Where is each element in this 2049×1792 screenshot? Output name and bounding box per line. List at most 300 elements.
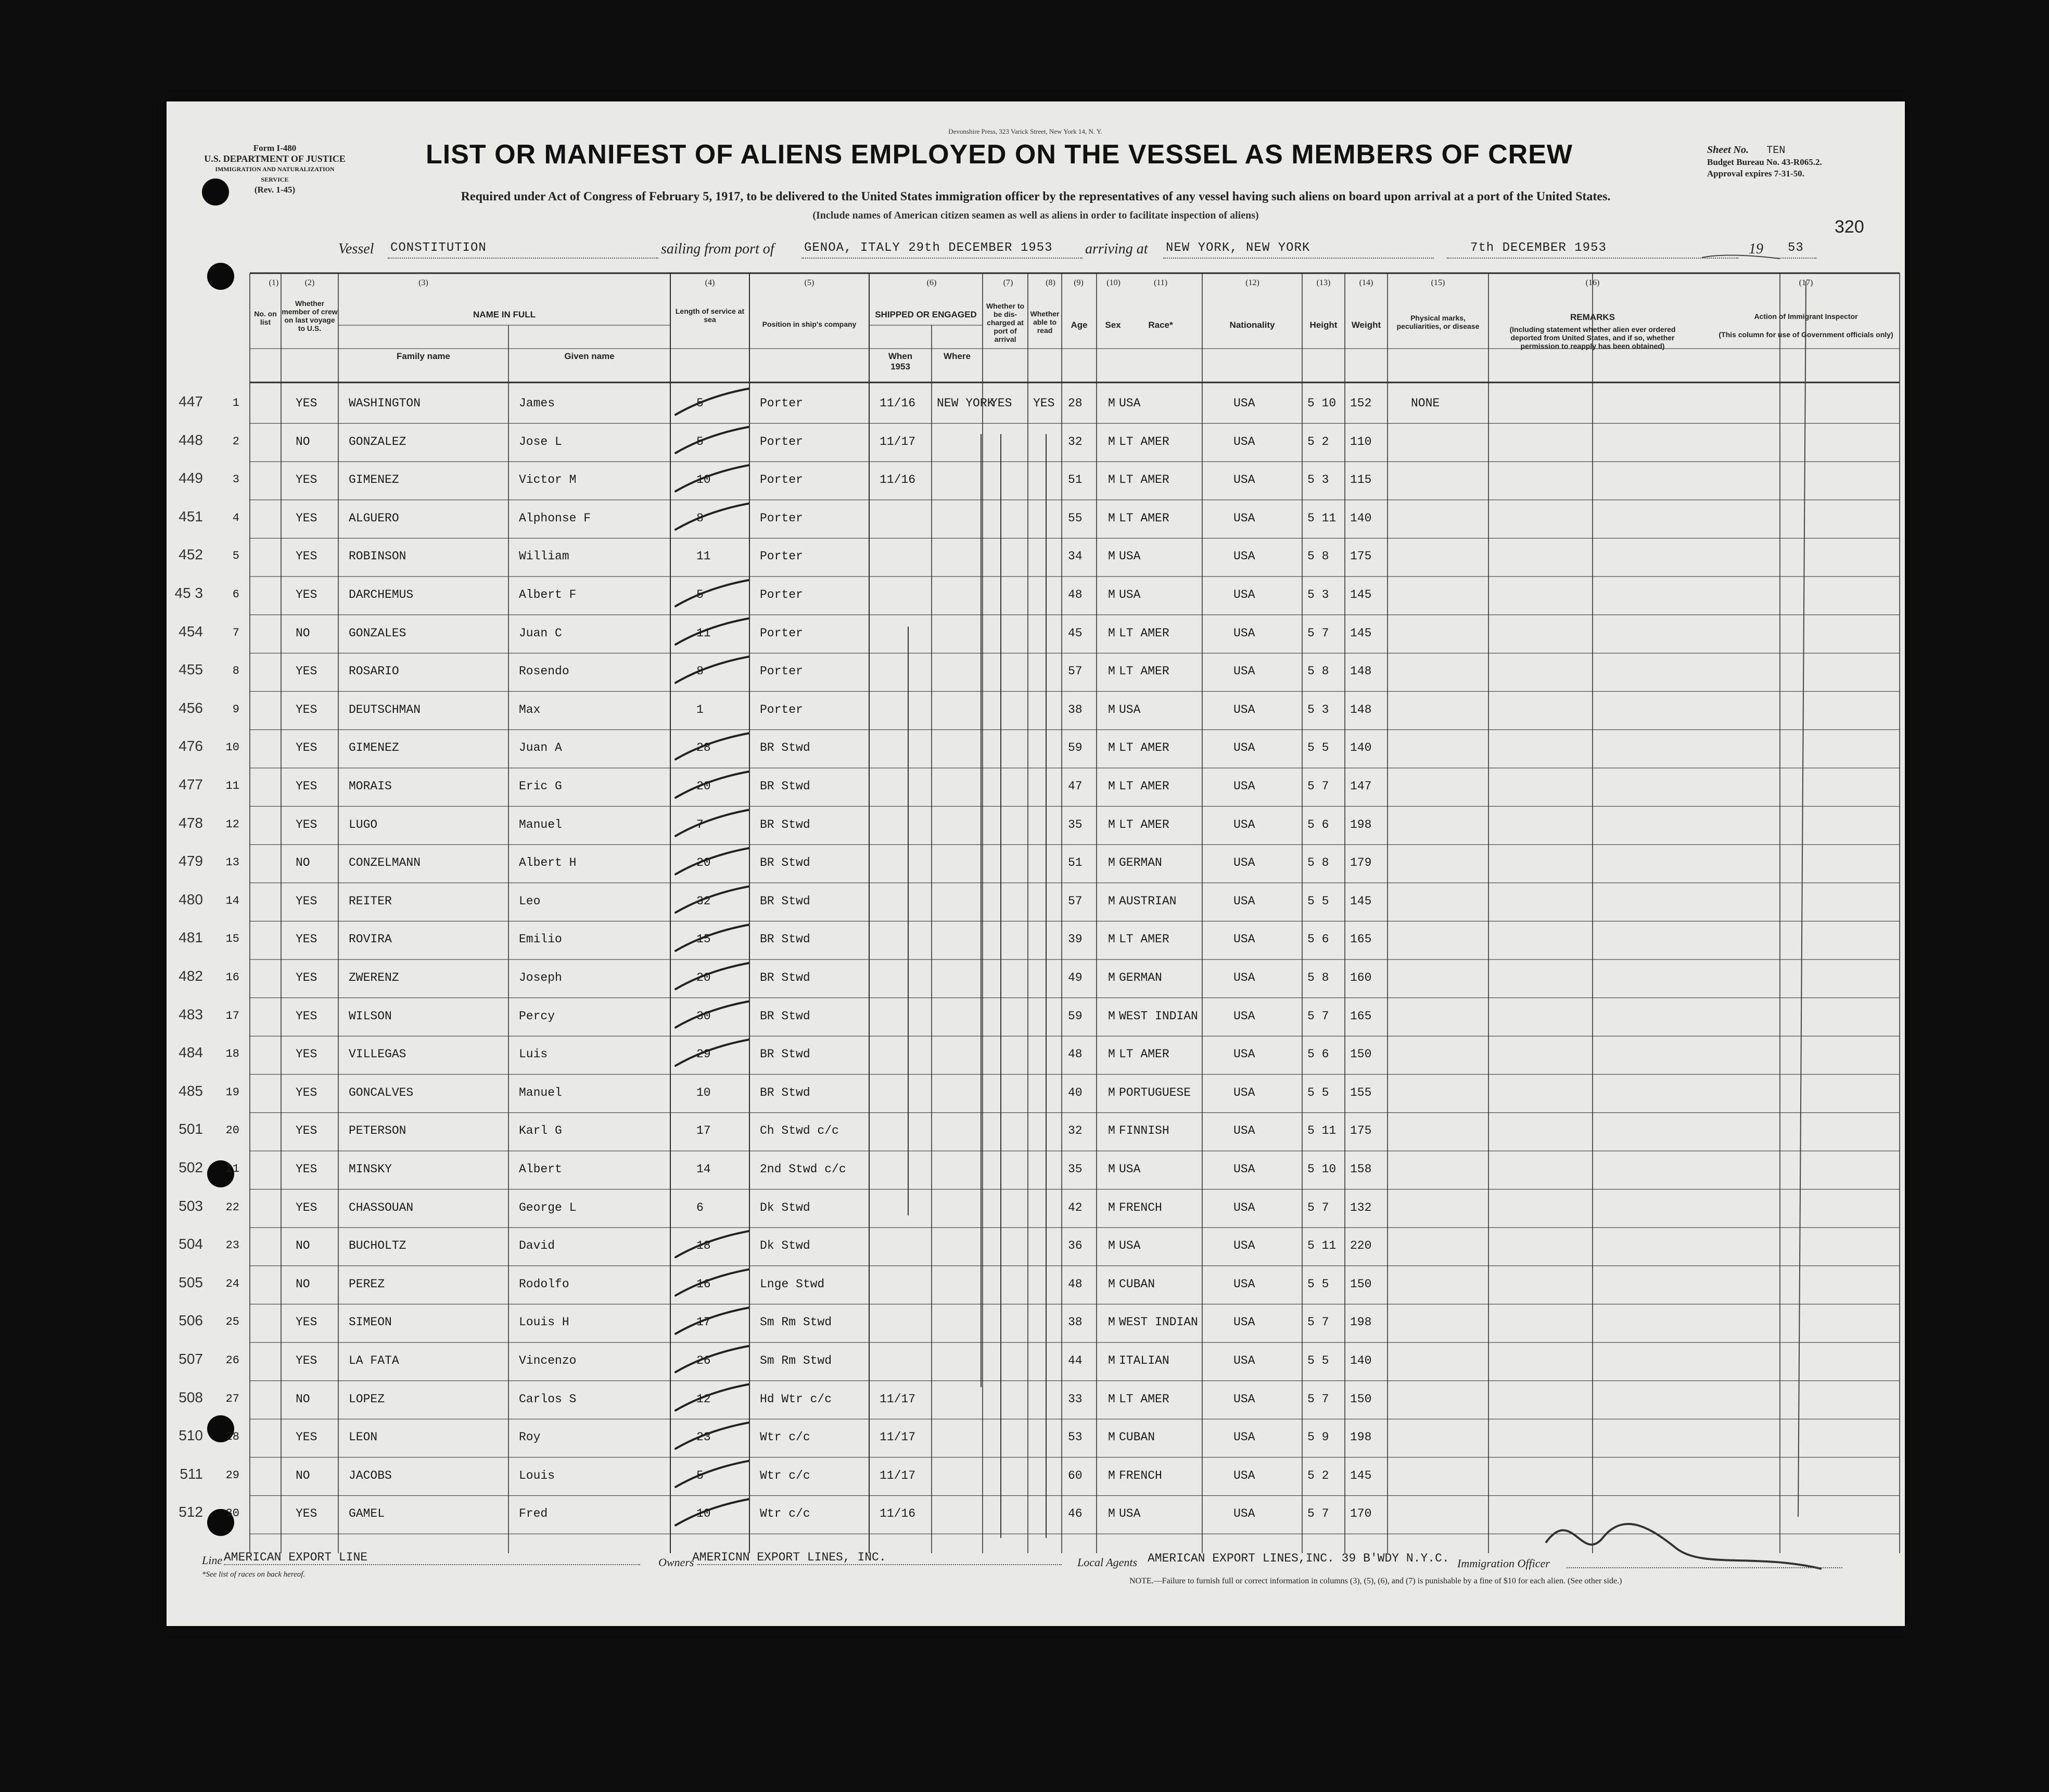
crew-ref-number: 481 <box>179 929 203 946</box>
crew-last-voyage: YES <box>296 779 317 793</box>
height: 5 10 <box>1307 396 1337 410</box>
owners-label: Owners <box>658 1556 694 1569</box>
form-revision: (Rev. 1-45) <box>254 185 296 195</box>
list-number: 18 <box>225 1047 239 1061</box>
crew-last-voyage: YES <box>296 971 317 984</box>
race: USA <box>1119 396 1141 410</box>
family-name: WASHINGTON <box>349 396 421 410</box>
nationality: USA <box>1233 1430 1255 1444</box>
length-of-service: 1 <box>696 702 704 716</box>
nationality: USA <box>1233 1277 1255 1291</box>
weight: 198 <box>1350 1315 1372 1329</box>
age: 48 <box>1068 588 1083 601</box>
header-sex: Sex <box>1105 320 1121 330</box>
agents-value: AMERICAN EXPORT LINES,INC. 39 B'WDY N.Y.C. <box>1148 1552 1449 1565</box>
service-checkmark <box>676 1270 748 1296</box>
weight: 155 <box>1350 1085 1372 1099</box>
nationality: USA <box>1233 473 1255 487</box>
crew-ref-number: 504 <box>179 1236 203 1252</box>
given-name: James <box>519 396 555 410</box>
given-name: Joseph <box>519 971 562 984</box>
crew-last-voyage: YES <box>296 549 317 564</box>
printer-credit: Devonshire Press, 323 Varick Street, New York 14, N. Y. <box>948 127 1102 135</box>
column-number: (1) <box>269 278 279 287</box>
race: LT AMER <box>1119 511 1169 525</box>
header-length-of-service: Length of service at sea <box>675 307 745 324</box>
race: LT AMER <box>1119 1392 1169 1406</box>
position: Lnge Stwd <box>760 1277 825 1291</box>
family-name: GIMENEZ <box>349 741 399 755</box>
given-name: George L <box>519 1200 577 1214</box>
age: 28 <box>1068 396 1083 410</box>
family-name: LEON <box>349 1430 378 1444</box>
height: 5 2 <box>1307 1468 1329 1482</box>
header-shipped-or-engaged: SHIPPED OR ENGAGED <box>875 310 977 319</box>
height: 5 7 <box>1307 779 1329 793</box>
height: 5 5 <box>1307 1277 1329 1291</box>
year-suffix: 53 <box>1788 241 1804 255</box>
agents-label: Local Agents <box>1077 1556 1138 1569</box>
sex: M <box>1108 626 1115 640</box>
able-to-read-value: YES <box>1033 396 1055 410</box>
sailing-label: sailing from port of <box>661 241 774 257</box>
position: Sm Rm Stwd <box>760 1315 832 1329</box>
service-checkmark <box>676 619 748 645</box>
column-number: (7) <box>1003 278 1013 287</box>
family-name: DEUTSCHMAN <box>349 702 421 716</box>
nationality: USA <box>1233 741 1255 755</box>
age: 39 <box>1068 932 1083 946</box>
length-of-service: 5 <box>696 588 704 601</box>
race: GERMAN <box>1119 856 1162 870</box>
sex: M <box>1108 1085 1115 1099</box>
arrival-port: NEW YORK, NEW YORK <box>1166 241 1310 255</box>
crew-last-voyage: YES <box>296 1507 317 1521</box>
weight: 132 <box>1350 1200 1372 1214</box>
nationality: USA <box>1233 971 1255 984</box>
shipped-when: 11/16 <box>880 396 916 410</box>
age: 36 <box>1068 1239 1083 1253</box>
height: 5 6 <box>1307 932 1329 946</box>
service-checkmark <box>676 1040 748 1066</box>
service-checkmark <box>676 657 748 683</box>
service-checkmark <box>676 733 748 759</box>
service-name: IMMIGRATION AND NATURALIZATION SERVICE <box>215 165 335 183</box>
column-number: (15) <box>1431 278 1445 287</box>
crew-last-voyage: YES <box>296 932 317 946</box>
length-of-service: 11 <box>696 549 711 564</box>
position: Wtr c/c <box>760 1468 810 1482</box>
crew-ref-number: 455 <box>179 661 203 678</box>
length-of-service: 26 <box>696 1354 711 1367</box>
race: CUBAN <box>1119 1277 1155 1291</box>
sex: M <box>1108 1354 1115 1367</box>
approval-expiry: Approval expires 7-31-50. <box>1707 169 1804 178</box>
weight: 145 <box>1350 626 1372 640</box>
length-of-service: 10 <box>696 473 711 487</box>
crew-last-voyage: NO <box>296 1392 310 1406</box>
age: 32 <box>1068 1124 1083 1138</box>
race: USA <box>1119 549 1141 564</box>
height: 5 3 <box>1307 702 1329 716</box>
family-name: SIMEON <box>349 1315 392 1329</box>
crew-last-voyage: YES <box>296 1124 317 1138</box>
weight: 145 <box>1350 588 1372 601</box>
length-of-service: 30 <box>696 1009 711 1023</box>
crew-last-voyage: NO <box>296 434 310 449</box>
column-number: (2) <box>304 278 315 287</box>
weight: 150 <box>1350 1392 1372 1406</box>
position: BR Stwd <box>760 971 810 984</box>
race: WEST INDIAN <box>1119 1009 1198 1023</box>
height: 5 11 <box>1307 1124 1337 1138</box>
header-position: Position in ship's company <box>762 320 857 328</box>
age: 44 <box>1068 1354 1083 1367</box>
race: LT AMER <box>1119 779 1169 793</box>
length-of-service: 17 <box>696 1315 711 1329</box>
service-checkmark <box>676 427 748 453</box>
family-name: ZWERENZ <box>349 971 399 984</box>
length-of-service: 18 <box>696 1239 711 1253</box>
header-remarks-detail: (Including statement whether alien ever ordered deported from United States, and if so, whether permission to reapply has been obtained) <box>1509 325 1676 350</box>
list-number: 9 <box>232 702 239 716</box>
nationality: USA <box>1233 1085 1255 1099</box>
service-checkmark <box>676 580 748 606</box>
height: 5 6 <box>1307 1047 1329 1061</box>
given-name: Louis <box>519 1468 555 1482</box>
given-name: Manuel <box>519 817 562 831</box>
family-name: VILLEGAS <box>349 1047 406 1061</box>
crew-ref-number: 502 <box>179 1159 203 1175</box>
given-name: Manuel <box>519 1085 562 1099</box>
length-of-service: 8 <box>696 511 704 525</box>
sex: M <box>1108 779 1115 793</box>
header-able-to-read: Whether able to read <box>1030 310 1060 335</box>
age: 49 <box>1068 971 1083 984</box>
family-name: CHASSOUAN <box>349 1200 414 1214</box>
age: 48 <box>1068 1047 1083 1061</box>
nationality: USA <box>1233 588 1255 601</box>
crew-last-voyage: YES <box>296 1430 317 1444</box>
family-name: BUCHOLTZ <box>349 1239 406 1253</box>
position: Porter <box>760 664 803 679</box>
position: BR Stwd <box>760 856 810 870</box>
nationality: USA <box>1233 1468 1255 1482</box>
form-number: Form I-480 <box>253 143 297 153</box>
given-name: Juan C <box>519 626 562 640</box>
family-name: ROSARIO <box>349 664 399 679</box>
crew-last-voyage: YES <box>296 894 317 908</box>
column-number: (10) <box>1106 278 1121 287</box>
weight: 158 <box>1350 1162 1372 1176</box>
vessel-name: CONSTITUTION <box>390 241 487 255</box>
crew-ref-number: 511 <box>180 1465 203 1482</box>
crew-last-voyage: YES <box>296 741 317 755</box>
column-number: (17) <box>1799 278 1813 287</box>
given-name: Carlos S <box>519 1392 577 1406</box>
crew-last-voyage: YES <box>296 511 317 525</box>
service-checkmark <box>676 1385 748 1411</box>
column-number: (13) <box>1316 278 1331 287</box>
height: 5 7 <box>1307 1009 1329 1023</box>
given-name: Luis <box>519 1047 548 1061</box>
sex: M <box>1108 511 1115 525</box>
race: LT AMER <box>1119 817 1169 831</box>
discharged-value: YES <box>990 396 1012 410</box>
sex: M <box>1108 1009 1115 1023</box>
list-number: 13 <box>225 856 239 869</box>
when-year: 1953 <box>890 362 910 372</box>
list-number: 10 <box>225 741 239 754</box>
inspector-tick <box>1798 281 1806 1517</box>
age: 55 <box>1068 511 1083 525</box>
subtitle-note: (Include names of American citizen seamen as well as aliens in order to facilitate inspection of aliens) <box>812 210 1259 221</box>
sex: M <box>1108 588 1115 601</box>
position: BR Stwd <box>760 894 810 908</box>
nationality: USA <box>1233 1009 1255 1023</box>
family-name: MINSKY <box>349 1162 392 1176</box>
crew-ref-number: 510 <box>179 1427 203 1444</box>
header-list-number: No. on list <box>254 310 277 326</box>
list-number: 22 <box>225 1200 239 1214</box>
length-of-service: 20 <box>696 779 711 793</box>
list-number: 17 <box>225 1009 239 1022</box>
list-number: 15 <box>225 932 239 946</box>
sex: M <box>1108 549 1115 564</box>
crew-ref-number: 507 <box>179 1351 203 1367</box>
service-checkmark <box>676 1002 748 1028</box>
crew-last-voyage: YES <box>296 473 317 487</box>
service-checkmark <box>676 810 748 836</box>
crew-ref-number: 477 <box>179 776 203 792</box>
column-number: (16) <box>1585 278 1600 287</box>
weight: 145 <box>1350 894 1372 908</box>
nationality: USA <box>1233 856 1255 870</box>
position: Dk Stwd <box>760 1239 810 1253</box>
height: 5 7 <box>1307 1392 1329 1406</box>
height: 5 10 <box>1307 1162 1337 1176</box>
crew-ref-number: 479 <box>179 853 203 869</box>
crew-last-voyage: YES <box>296 817 317 831</box>
weight: 152 <box>1350 396 1372 410</box>
crew-ref-number: 448 <box>179 431 203 448</box>
column-number: (9) <box>1074 278 1084 287</box>
given-name: David <box>519 1239 555 1253</box>
shipped-when: 11/17 <box>880 1392 916 1406</box>
race: PORTUGUESE <box>1119 1085 1191 1099</box>
age: 45 <box>1068 626 1083 640</box>
length-of-service: 29 <box>696 1047 711 1061</box>
given-name: Alphonse F <box>519 511 591 525</box>
weight: 145 <box>1350 1468 1372 1482</box>
crew-ref-number: 451 <box>179 508 203 524</box>
length-of-service: 12 <box>696 1392 711 1406</box>
given-name: Leo <box>519 894 541 908</box>
race: WEST INDIAN <box>1119 1315 1198 1329</box>
physical-marks: NONE <box>1411 396 1440 410</box>
crew-last-voyage: NO <box>296 1468 310 1482</box>
sex: M <box>1108 1315 1115 1329</box>
length-of-service: 10 <box>696 1507 711 1521</box>
crew-ref-number: 452 <box>179 546 203 563</box>
age: 51 <box>1068 856 1083 870</box>
age: 47 <box>1068 779 1083 793</box>
length-of-service: 20 <box>696 856 711 870</box>
nationality: USA <box>1233 1162 1255 1176</box>
crew-last-voyage: NO <box>296 1239 310 1253</box>
list-number: 6 <box>232 588 239 601</box>
service-checkmark <box>676 504 748 530</box>
given-name: Juan A <box>519 741 562 755</box>
given-name: Max <box>519 702 541 716</box>
list-number: 2 <box>232 434 239 448</box>
inspector-mark <box>1702 255 1780 259</box>
family-name: WILSON <box>349 1009 392 1023</box>
given-name: Albert F <box>519 588 577 601</box>
sex: M <box>1108 1392 1115 1406</box>
list-number: 8 <box>232 664 239 678</box>
position: BR Stwd <box>760 779 810 793</box>
service-checkmark <box>676 1308 748 1334</box>
age: 59 <box>1068 1009 1083 1023</box>
crew-ref-number: 449 <box>179 470 203 487</box>
weight: 147 <box>1350 779 1372 793</box>
position: Hd Wtr c/c <box>760 1392 832 1406</box>
column-number: (3) <box>418 278 428 287</box>
age: 48 <box>1068 1277 1083 1291</box>
list-number: 16 <box>225 971 239 984</box>
header-height: Height <box>1309 320 1338 330</box>
service-checkmark <box>676 887 748 913</box>
position: Porter <box>760 588 803 601</box>
height: 5 6 <box>1307 817 1329 831</box>
given-name: Victor M <box>519 473 577 487</box>
height: 5 7 <box>1307 1507 1329 1521</box>
sheet-number: TEN <box>1766 145 1786 157</box>
nationality: USA <box>1233 894 1255 908</box>
age: 53 <box>1068 1430 1083 1444</box>
family-name: CONZELMANN <box>349 856 421 870</box>
length-of-service: 7 <box>696 817 704 831</box>
age: 60 <box>1068 1468 1083 1482</box>
sex: M <box>1108 932 1115 946</box>
weight: 115 <box>1350 473 1372 487</box>
legal-note: NOTE.—Failure to furnish full or correct information in columns (3), (5), (6), and (7) is punishable by a fine of $10 for each alien. (See other side.) <box>1129 1577 1622 1585</box>
sex: M <box>1108 664 1115 679</box>
given-name: Vincenzo <box>519 1354 577 1367</box>
race: USA <box>1119 1507 1141 1521</box>
budget-bureau: Budget Bureau No. 43-R065.2. <box>1707 157 1822 167</box>
sex: M <box>1108 1277 1115 1291</box>
list-number: 25 <box>225 1315 239 1329</box>
crew-ref-number: 503 <box>179 1197 203 1214</box>
length-of-service: 10 <box>696 1085 711 1099</box>
length-of-service: 5 <box>696 396 704 410</box>
family-name: LUGO <box>349 817 378 831</box>
manifest-sheet <box>167 101 1905 1626</box>
family-name: LOPEZ <box>349 1392 385 1406</box>
age: 57 <box>1068 894 1083 908</box>
list-number: 3 <box>232 473 239 487</box>
weight: 148 <box>1350 664 1372 679</box>
sex: M <box>1108 1200 1115 1214</box>
crew-ref-number: 512 <box>179 1504 203 1520</box>
crew-last-voyage: YES <box>296 1354 317 1367</box>
length-of-service: 15 <box>696 932 711 946</box>
given-name: William <box>519 549 569 564</box>
sex: M <box>1108 817 1115 831</box>
sheet-label: Sheet No. <box>1707 144 1749 156</box>
age: 33 <box>1068 1392 1083 1406</box>
sex: M <box>1108 741 1115 755</box>
header-where: Where <box>944 351 971 361</box>
position: BR Stwd <box>760 817 810 831</box>
weight: 150 <box>1350 1277 1372 1291</box>
length-of-service: 5 <box>696 1468 704 1482</box>
crew-last-voyage: NO <box>296 856 310 870</box>
shipped-when: 11/17 <box>880 434 916 449</box>
crew-last-voyage: YES <box>296 1085 317 1099</box>
length-of-service: 5 <box>696 434 704 449</box>
year-prefix: 19 <box>1749 241 1763 257</box>
given-name: Rosendo <box>519 664 569 679</box>
crew-ref-number: 506 <box>179 1312 203 1329</box>
height: 5 11 <box>1307 1239 1337 1253</box>
sex: M <box>1108 1047 1115 1061</box>
age: 38 <box>1068 702 1083 716</box>
race: LT AMER <box>1119 741 1169 755</box>
family-name: REITER <box>349 894 392 908</box>
crew-ref-number: 508 <box>179 1389 203 1405</box>
service-checkmark <box>676 389 748 415</box>
position: BR Stwd <box>760 1085 810 1099</box>
column-number: (4) <box>705 278 715 287</box>
race: LT AMER <box>1119 626 1169 640</box>
crew-ref-number: 478 <box>179 814 203 831</box>
crew-last-voyage: YES <box>296 588 317 601</box>
header-given-name: Given name <box>564 351 615 361</box>
family-name: ROVIRA <box>349 932 392 946</box>
crew-ref-number: 505 <box>179 1274 203 1290</box>
list-number: 30 <box>225 1507 239 1520</box>
sex: M <box>1108 434 1115 449</box>
nationality: USA <box>1233 1239 1255 1253</box>
length-of-service: 8 <box>696 664 704 679</box>
weight: 165 <box>1350 932 1372 946</box>
position: Porter <box>760 473 803 487</box>
weight: 110 <box>1350 434 1372 449</box>
position: Wtr c/c <box>760 1430 810 1444</box>
crew-last-voyage: YES <box>296 1009 317 1023</box>
height: 5 5 <box>1307 741 1329 755</box>
footer <box>167 1551 1905 1603</box>
position: BR Stwd <box>760 741 810 755</box>
race: AUSTRIAN <box>1119 894 1177 908</box>
given-name: Rodolfo <box>519 1277 569 1291</box>
length-of-service: 28 <box>696 741 711 755</box>
arrival-date: 7th DECEMBER 1953 <box>1470 241 1607 255</box>
crew-ref-number: 456 <box>179 699 203 716</box>
weight: 140 <box>1350 511 1372 525</box>
list-number: 5 <box>232 549 239 563</box>
length-of-service: 32 <box>696 894 711 908</box>
column-number: (6) <box>926 278 937 287</box>
weight: 160 <box>1350 971 1372 984</box>
age: 59 <box>1068 741 1083 755</box>
sex: M <box>1108 396 1115 410</box>
weight: 198 <box>1350 1430 1372 1444</box>
family-name: ALGUERO <box>349 511 399 525</box>
